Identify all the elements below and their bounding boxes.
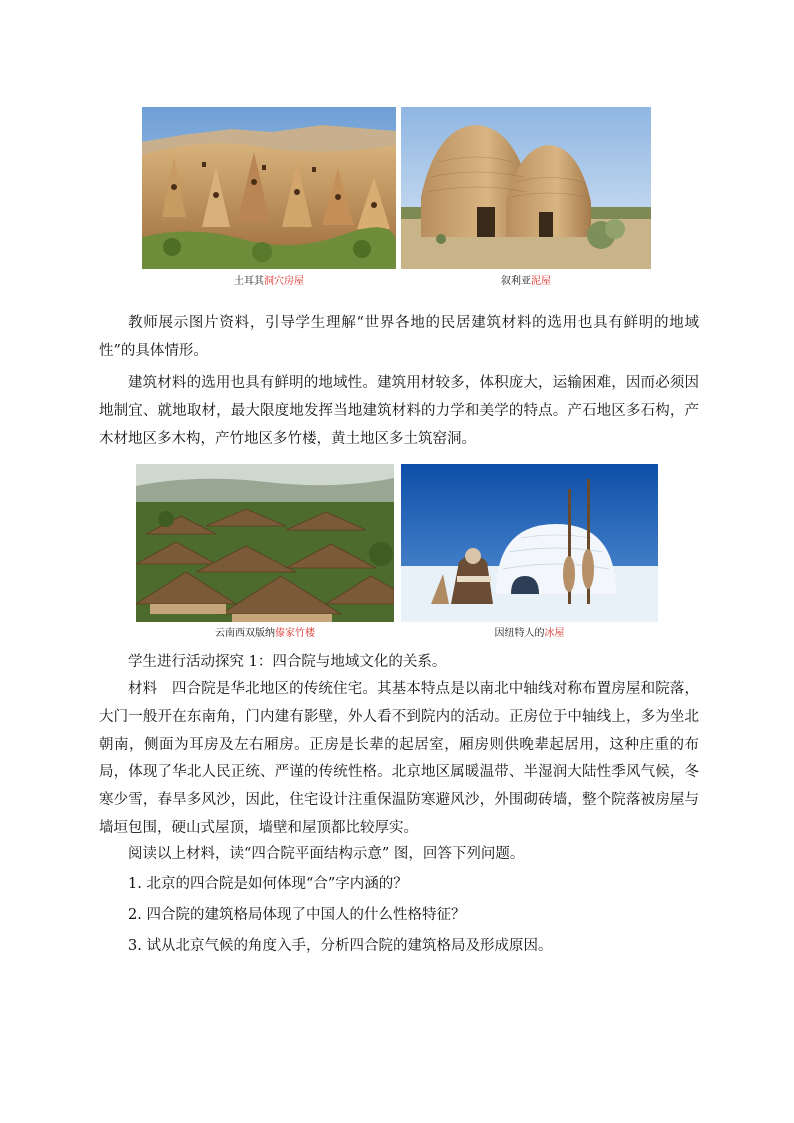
question-3: 3. 试从北京气候的角度入手，分析四合院的建筑格局及形成原因。 (128, 938, 553, 954)
caption-prefix: 叙利亚 (501, 276, 531, 287)
activity-heading: 学生进行活动探究 1：四合院与地域文化的关系。 (128, 654, 447, 670)
mud-houses-photo (401, 107, 651, 269)
paragraph-intro: 教师展示图片资料，引导学生理解“世界各地的民居建筑材料的选用也具有鲜明的地域性”的具体情形。 (99, 315, 699, 359)
caption-highlight: 冰屋 (544, 628, 565, 639)
cave-houses-photo (142, 107, 396, 269)
caption-prefix: 因纽特人的 (494, 628, 545, 639)
caption-highlight: 泥屋 (531, 276, 551, 287)
caption-prefix: 土耳其 (234, 276, 264, 287)
question-2: 2. 四合院的建筑格局体现了中国人的什么性格特征？ (128, 907, 466, 923)
figure-caption-cave-houses (142, 276, 396, 288)
material-text: 四合院是华北地区的传统住宅。其基本特点是以南北中轴线对称布置房屋和院落，大门一般开在东南角，门内建有影壁，外人看不到院内的活动。正房位于中轴线上，多为坐北朝南，侧面为耳房及左右厢房。正房是长辈的起居室，厢房则供晚辈起居用，这种庄重的布局，体现了华北人民正统、严谨的传统性格。北京地区属暖温带、半湿润大陆性季风气候，冬寒少雪，春旱多风沙，因此，住宅设计注重保温防寒避风沙，外围砌砖墙，整个院落被房屋与墙垣包围，硬山式屋顶，墙壁和屋顶都比较厚实。 (99, 681, 700, 836)
caption-prefix: 云南西双版纳 (215, 628, 275, 639)
figure-caption-bamboo-houses (136, 628, 394, 640)
caption-highlight: 洞穴房屋 (264, 276, 304, 287)
caption-highlight: 傣家竹楼 (275, 628, 315, 639)
material-label: 材料 (128, 681, 158, 697)
paragraph-materials: 建筑材料的选用也具有鲜明的地域性。建筑用材较多，体积庞大，运输困难，因而必须因地制宜、就地取材，最大限度地发挥当地建筑材料的力学和美学的特点。产石地区多石构，产木材地区多木构，产竹地区多竹楼，黄土地区多土筑窑洞。 (99, 375, 699, 447)
question-1: 1. 北京的四合院是如何体现“合”字内涵的？ (128, 876, 408, 892)
igloo-photo (401, 464, 658, 622)
reading-instruction: 阅读以上材料，读“四合院平面结构示意” 图，回答下列问题。 (128, 846, 525, 862)
figure-caption-igloo (401, 628, 658, 640)
material-paragraph (99, 676, 699, 843)
bamboo-houses-photo (136, 464, 394, 622)
figure-caption-mud-houses (401, 276, 651, 288)
